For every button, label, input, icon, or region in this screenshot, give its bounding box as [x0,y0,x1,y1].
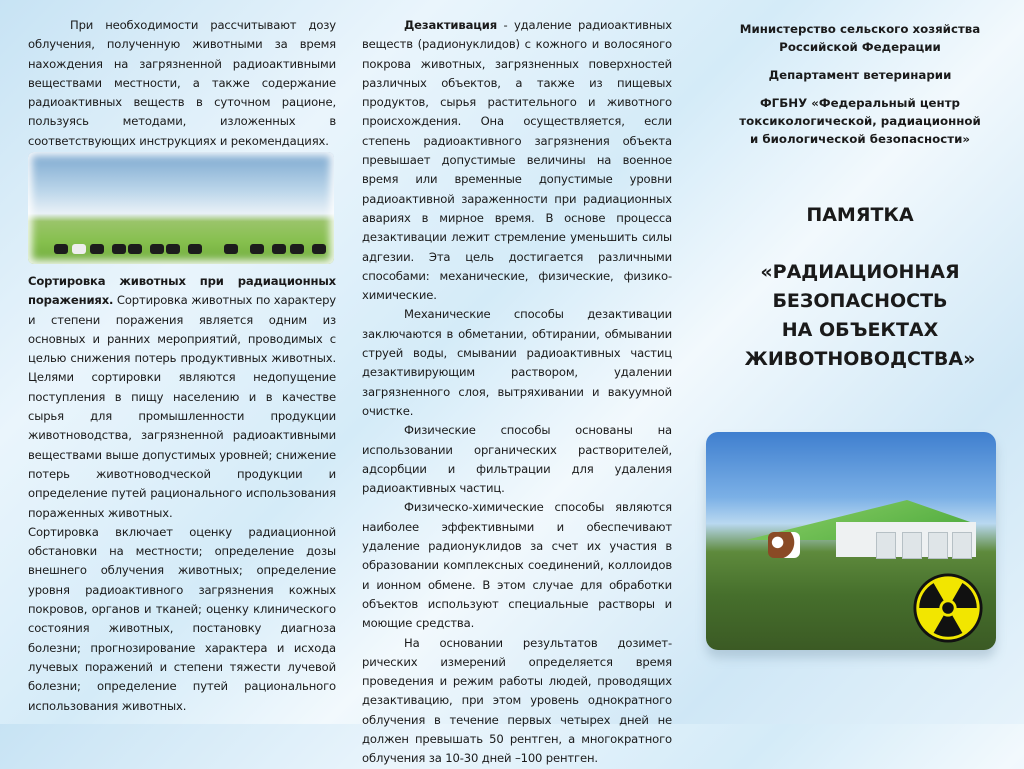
radiation-hazard-icon [912,572,984,644]
organization-block [700,20,1020,148]
center-line-2: токсикологической, радиационной [739,114,981,128]
mechanical-methods-paragraph: Механические способы дезактивации заключаются в обметании, обтирании, обмывании струей воды, смывании радиоактивных частиц дезактивирующим раствором, удалении загрязненного слоя, вытряхивании и вакуумной очистке. [362,307,672,418]
deactivation-paragraph [362,16,672,305]
middle-panel [362,0,672,766]
farm-cow-photo [706,432,996,650]
subtitle-line-2: БЕЗОПАСНОСТЬ [772,290,948,312]
cover-panel [700,0,1020,724]
dosimetry-paragraph: На основании результатов дозимет-рических измерений определяется время проведения и режим работы людей, проводящих дезактивацию, при этом уровень однократного облучения в течение первых четырех дней не должен превышать 50 рентген, а многократного облучения за 10-30 дней –100 рентген. [362,635,672,766]
subtitle-line-4: ЖИВОТНОВОДСТВА» [744,348,976,370]
ministry-line-1: Министерство сельского хозяйства [739,22,981,36]
sorting-paragraph [28,272,336,523]
subtitle-line-1: «РАДИАЦИОННАЯ [760,261,960,283]
pasture-cows-photo [28,152,334,264]
subtitle-line-3: НА ОБЪЕКТАХ [781,319,939,341]
sorting-text: Сортировка животных по характеру и степени поражения является одним из основных и ранних мероприятий, проводимых с целью снижения потерь продуктивных животных. Целями сортировки являются недопущение поступления в пищу населению и в качестве сырья для промышленности продукции животноводства, загрязненной радиоактивными веществами выше допустимых уровней; снижение потерь животноводческой продукции и определение путей рационального использования пораженных животных. [28,293,336,520]
physical-methods-paragraph: Физические способы основаны на использовании органических растворителей, адсорбции и фильтрации для удаления радиоактивных частиц. [362,423,672,496]
center-line-3: и биологической безопасности» [749,132,970,146]
physchem-methods-paragraph: Физическо-химические способы являются наиболее эффективными и обеспечивают удаление радионуклидов за счет их участия в образовании комплексных соединений, коллоидов и ионном обмене. В этом случае для обработки объектов используют специальные растворы и моющие средства. [362,500,672,631]
deactivation-term: Дезактивация [404,18,497,32]
intro-paragraph: При необходимости рассчитывают дозу облучения, полученную животными за время нахождения на загрязненной радиоактивными веществами местности, а также содержание радиоактивных веществ в суточном рационе, пользуясь методами, изложенных в соответствующих инструкциях и рекомендациях. [28,18,336,148]
sorting-heading: Сортировка животных при радиационных поражениях. [28,274,336,308]
brochure-subtitle [700,258,1020,374]
page-title: ПАМЯТКА [806,204,914,226]
center-line-1: ФГБНУ «Федеральный центр [759,96,960,110]
ministry-line-2: Российской Федерации [779,40,941,54]
left-panel [28,0,336,724]
deactivation-definition: - удаление радиоактивных веществ (радионуклидов) с кожного и волосяного покрова животных, загрязненных поверхностей различных объектов, а также из пищевых продуктов, сырья растительного и животного происхождения. Она осуществляется, если степень радиоактивного загрязнения объекта превышает допустимые величины на военное время или временные допустимые уровни радиоактивной зараженности при радиационных авариях в мирное время. В основе процесса дезактивации лежит стремление уменьшить силы адгезии. Эта цель достигается различными способами: механические, физические, физико-химические. [362,18,672,303]
sorting-includes-paragraph: Сортировка включает оценку радиационной обстановки на местности; определение дозы внешнего облучения животных; определение уровня радиоактивного загрязнения кожных покровов, органов и тканей; оценку клинического состояния животных, постановку диагноза болезни; прогнозирование характера и исхода лучевых поражений и степени тяжести лучевой болезни; определение путей рационального использования животных. [28,524,336,713]
cow-figure [768,532,800,558]
department-name: Департамент ветеринарии [768,68,952,82]
